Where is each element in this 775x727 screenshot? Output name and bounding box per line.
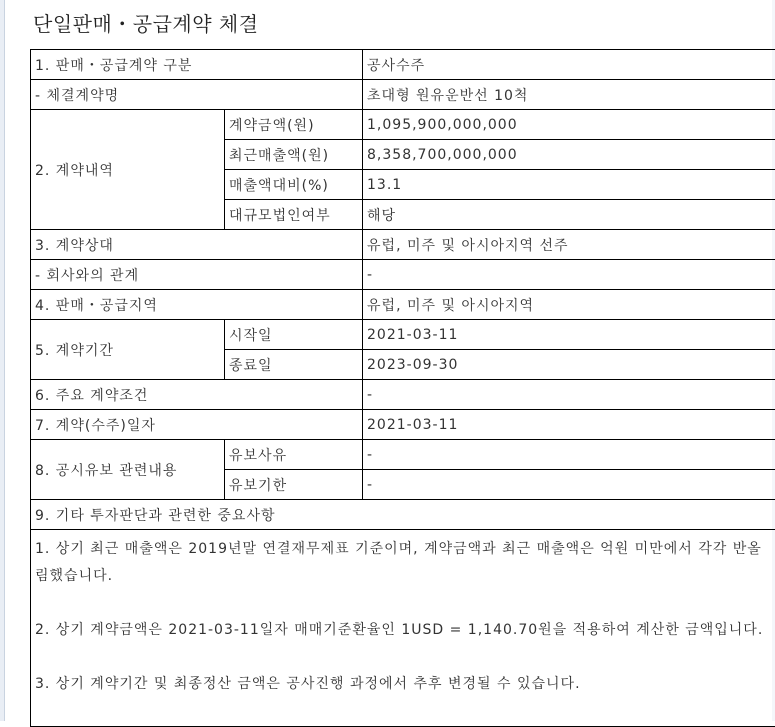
note-paragraph-3: 3. 상기 계약기간 및 최종정산 금액은 공사진행 과정에서 추후 변경될 수 있습니다. bbox=[35, 671, 769, 698]
sub-label-contract-amount: 계약금액(원) bbox=[225, 110, 363, 140]
table-row bbox=[31, 110, 775, 140]
sub-label-recent-sales: 최근매출액(원) bbox=[225, 140, 363, 170]
row-label-contract-date: 7. 계약(수주)일자 bbox=[31, 410, 363, 440]
row-value-main-terms: - bbox=[363, 380, 775, 410]
sub-label-large-corp: 대규모법인여부 bbox=[225, 200, 363, 230]
row-label-main-terms: 6. 주요 계약조건 bbox=[31, 380, 363, 410]
row-label-disclosure-deferral: 8. 공시유보 관련내용 bbox=[31, 440, 225, 500]
note-paragraph-1: 1. 상기 최근 매출액은 2019년말 연결재무제표 기준이며, 계약금액과 최근 매출액은 억원 미만에서 각각 반올림했습니다. bbox=[35, 536, 769, 590]
sub-label-start-date: 시작일 bbox=[225, 320, 363, 350]
table-row bbox=[31, 440, 775, 470]
sub-label-deferral-deadline: 유보기한 bbox=[225, 470, 363, 500]
table-row bbox=[31, 380, 775, 410]
window-left-border bbox=[0, 0, 5, 721]
row-value-contract-type: 공사수주 bbox=[363, 50, 775, 80]
sub-value-start-date: 2021-03-11 bbox=[363, 320, 775, 350]
table-row bbox=[31, 320, 775, 350]
row-label-supply-region: 4. 판매・공급지역 bbox=[31, 290, 363, 320]
row-label-counterparty: 3. 계약상대 bbox=[31, 230, 363, 260]
row-value-contract-name: 초대형 원유운반선 10척 bbox=[363, 80, 775, 110]
table-row bbox=[31, 410, 775, 440]
row-label-contract-details: 2. 계약내역 bbox=[31, 110, 225, 230]
disclosure-table bbox=[30, 49, 775, 727]
table-row bbox=[31, 530, 775, 727]
sub-value-end-date: 2023-09-30 bbox=[363, 350, 775, 380]
notes-cell bbox=[31, 530, 775, 727]
table-row bbox=[31, 500, 775, 530]
sub-value-recent-sales: 8,358,700,000,000 bbox=[363, 140, 775, 170]
row-value-counterparty: 유럽, 미주 및 아시아지역 선주 bbox=[363, 230, 775, 260]
row-value-relationship: - bbox=[363, 260, 775, 290]
sub-label-end-date: 종료일 bbox=[225, 350, 363, 380]
sub-label-deferral-reason: 유보사유 bbox=[225, 440, 363, 470]
row-label-contract-name: - 체결계약명 bbox=[31, 80, 363, 110]
sub-value-sales-ratio: 13.1 bbox=[363, 170, 775, 200]
row-label-contract-period: 5. 계약기간 bbox=[31, 320, 225, 380]
row-label-other-matters: 9. 기타 투자판단과 관련한 중요사항 bbox=[31, 500, 775, 530]
sub-value-contract-amount: 1,095,900,000,000 bbox=[363, 110, 775, 140]
row-label-contract-type: 1. 판매・공급계약 구분 bbox=[31, 50, 363, 80]
table-row bbox=[31, 80, 775, 110]
sub-value-deferral-reason: - bbox=[363, 440, 775, 470]
table-row bbox=[31, 290, 775, 320]
table-row bbox=[31, 50, 775, 80]
sub-value-large-corp: 해당 bbox=[363, 200, 775, 230]
page-title: 단일판매・공급계약 체결 bbox=[33, 8, 259, 37]
note-paragraph-2: 2. 상기 계약금액은 2021-03-11일자 매매기준환율인 1USD = 1,140.70원을 적용하여 계산한 금액입니다. bbox=[35, 617, 769, 644]
row-value-contract-date: 2021-03-11 bbox=[363, 410, 775, 440]
sub-label-sales-ratio: 매출액대비(%) bbox=[225, 170, 363, 200]
row-label-relationship: - 회사와의 관계 bbox=[31, 260, 363, 290]
row-value-supply-region: 유럽, 미주 및 아시아지역 bbox=[363, 290, 775, 320]
table-row bbox=[31, 230, 775, 260]
table-row bbox=[31, 260, 775, 290]
sub-value-deferral-deadline: - bbox=[363, 470, 775, 500]
